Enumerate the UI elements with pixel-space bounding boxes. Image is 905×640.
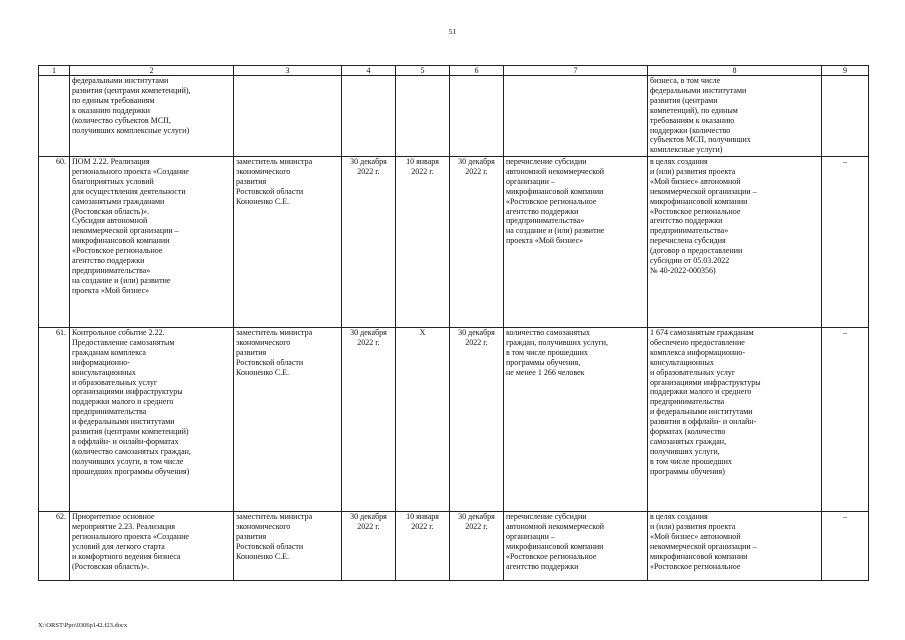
start-date-cell: 30 декабря 2022 г.	[342, 512, 396, 581]
note-cell	[822, 76, 869, 157]
responsible-cell: заместитель министра экономического развития Ростовской области Кононенко С.Е.	[234, 328, 342, 512]
expected-result-cell: перечисление субсидии автономной некоммерческой организации – микрофинансовой компании «Ростовское региональное агентство поддержки предпринимательства» на создание и (или) развитие проекта «Мой бизнес»	[504, 157, 648, 328]
note-cell: –	[822, 512, 869, 581]
col-number-6: 6	[450, 66, 504, 76]
note-cell: –	[822, 328, 869, 512]
row-number-cell	[39, 76, 70, 157]
col-number-5: 5	[396, 66, 450, 76]
row-number-cell: 60.	[39, 157, 70, 328]
event-cell: федеральными институтами развития (центрами компетенций), по единым требованиям к оказанию поддержки (количество субъектов МСП, получивших комплексные услуги)	[70, 76, 234, 157]
note-cell: –	[822, 157, 869, 328]
col-number-7: 7	[504, 66, 648, 76]
report-table	[38, 65, 869, 581]
plan-date-cell: 10 января 2022 г.	[396, 512, 450, 581]
event-cell: ПОМ 2.22. Реализация регионального проекта «Создание благоприятных условий для осуществления деятельности самозанятыми гражданами (Ростовская область)». Субсидия автономной некоммерческой организации – микрофинансовой компании «Ростовское региональное агентство поддержки предпринимательства» на создание и (или) развитие проекта «Мой бизнес»	[70, 157, 234, 328]
expected-result-cell: перечисление субсидии автономной некоммерческой организации – микрофинансовой компании «Ростовское региональное агентство поддержки	[504, 512, 648, 581]
plan-date-cell: 10 января 2022 г.	[396, 157, 450, 328]
actual-result-cell: в целях создания и (или) развития проекта «Мой бизнес» автономной некоммерческой организации – микрофинансовой компании «Ростовское региональное агентство поддержки предпринимательства» перечислена субсидия (договор о предоставлении субсидии от 05.03.2022 № 40-2022-000356)	[648, 157, 822, 328]
page-number: 51	[448, 27, 457, 36]
col-number-2: 2	[70, 66, 234, 76]
col-number-3: 3	[234, 66, 342, 76]
fact-date-cell: 30 декабря 2022 г.	[450, 157, 504, 328]
event-cell: Приоритетное основное мероприятие 2.23. Реализация регионального проекта «Создание условий для легкого старта и комфортного ведения бизнеса (Ростовская область)».	[70, 512, 234, 581]
start-date-cell: 30 декабря 2022 г.	[342, 328, 396, 512]
fact-date-cell: 30 декабря 2022 г.	[450, 328, 504, 512]
actual-result-cell: 1 674 самозанятым гражданам обеспечено предоставление комплекса информационно- консультационных и образовательных услуг организациями инфраструктуры поддержки малого и среднего предпринимательства и федеральными институтами развития в оффлайн- и онлайн- форматах (количество самозанятых граждан, получивших услуги, в том числе прошедших программы обучения)	[648, 328, 822, 512]
row-number-cell: 62.	[39, 512, 70, 581]
col-number-1: 1	[39, 66, 70, 76]
actual-result-cell: в целях создания и (или) развития проекта «Мой бизнес» автономной некоммерческой организации – микрофинансовой компании «Ростовское региональное	[648, 512, 822, 581]
responsible-cell: заместитель министра экономического развития Ростовской области Кононенко С.Е.	[234, 512, 342, 581]
col-number-4: 4	[342, 66, 396, 76]
event-cell: Контрольное событие 2.22. Предоставление самозанятым гражданам комплекса информационно- консультационных и образовательных услуг организациями инфраструктуры поддержки малого и среднего предпринимательства и федеральными институтами развития (центрами компетенций) в оффлайн- и онлайн-форматах (количество самозанятых граждан, получивших услуги, в том числе прошедших программы обучения)	[70, 328, 234, 512]
plan-date-cell	[396, 76, 450, 157]
table-row	[39, 328, 869, 512]
start-date-cell	[342, 76, 396, 157]
row-number-cell: 61.	[39, 328, 70, 512]
col-number-8: 8	[648, 66, 822, 76]
report-table-wrapper	[38, 65, 868, 581]
responsible-cell	[234, 76, 342, 157]
responsible-cell: заместитель министра экономического развития Ростовской области Кононенко С.Е.	[234, 157, 342, 328]
start-date-cell: 30 декабря 2022 г.	[342, 157, 396, 328]
file-path-footer: X:\ORST\Ppo\0306p142.f23.docx	[38, 622, 128, 629]
table-row	[39, 76, 869, 157]
expected-result-cell	[504, 76, 648, 157]
fact-date-cell	[450, 76, 504, 157]
table-row	[39, 157, 869, 328]
col-number-9: 9	[822, 66, 869, 76]
column-number-row	[39, 66, 869, 76]
expected-result-cell: количество самозанятых граждан, получивших услуги, в том числе прошедших программы обучения, не менее 1 266 человек	[504, 328, 648, 512]
plan-date-cell: Х	[396, 328, 450, 512]
actual-result-cell: бизнеса, в том числе федеральными институтами развития (центрами компетенций), по единым требованиям к оказанию поддержки (количество субъектов МСП, получивших комплексные услуги)	[648, 76, 822, 157]
table-row	[39, 512, 869, 581]
fact-date-cell: 30 декабря 2022 г.	[450, 512, 504, 581]
